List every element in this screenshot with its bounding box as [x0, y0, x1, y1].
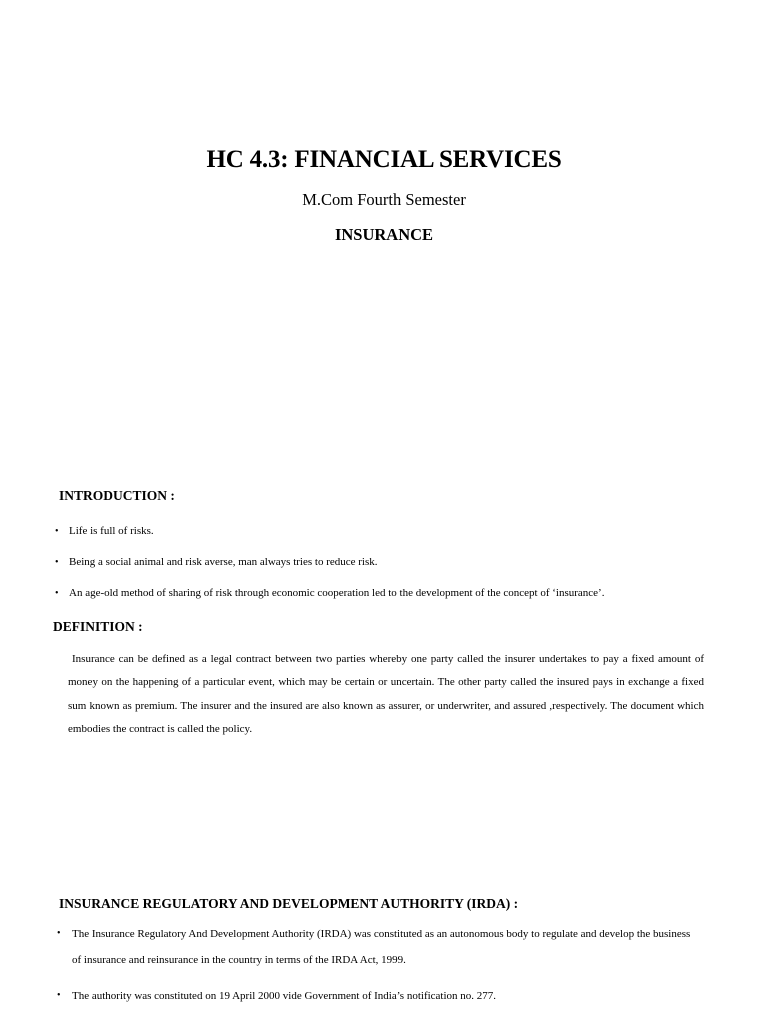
- bullet-icon: •: [55, 588, 59, 599]
- definition-paragraph: Insurance can be defined as a legal contract between two parties whereby one party called the insurer undertakes to pay a fixed amount of money on the happening of a particular event, which may be certain or uncertain. The other party called the insured pays in exchange a fixed sum known as premium. The insurer and the insured are also known as assurer, or underwriter, and assured ,respectively. The document which embodies the contract is called the policy.: [68, 653, 704, 735]
- document-subtitle: M.Com Fourth Semester: [302, 190, 466, 209]
- bullet-icon: •: [57, 928, 61, 939]
- introduction-heading: INTRODUCTION :: [59, 488, 175, 503]
- intro-bullet-text: Being a social animal and risk averse, man always tries to reduce risk.: [69, 556, 378, 568]
- irda-bullet-text: The Insurance Regulatory And Development Authority (IRDA) was constituted as an autonomous body to regulate and develop the business of insurance and reinsurance in the country in terms of the IRDA Act, 1999.: [72, 928, 691, 966]
- intro-bullet: [55, 556, 378, 568]
- intro-bullet-text: An age-old method of sharing of risk through economic cooperation led to the development of the concept of ‘insurance’.: [69, 587, 605, 599]
- intro-bullet: [55, 587, 604, 599]
- document-topic: INSURANCE: [334, 225, 434, 244]
- bullet-icon: •: [55, 526, 59, 537]
- bullet-icon: •: [57, 990, 61, 1001]
- definition-heading: DEFINITION :: [53, 619, 143, 634]
- intro-bullet-text: Life is full of risks.: [69, 525, 154, 537]
- document-title: HC 4.3: FINANCIAL SERVICES: [206, 146, 562, 173]
- irda-bullet: [57, 921, 697, 973]
- intro-bullet: [55, 525, 154, 537]
- irda-bullet: [57, 983, 697, 1009]
- bullet-icon: •: [55, 557, 59, 568]
- irda-heading: INSURANCE REGULATORY AND DEVELOPMENT AUTHORITY (IRDA) :: [59, 896, 519, 911]
- irda-bullet-text: The authority was constituted on 19 April 2000 vide Government of India’s notification no. 277.: [72, 990, 497, 1002]
